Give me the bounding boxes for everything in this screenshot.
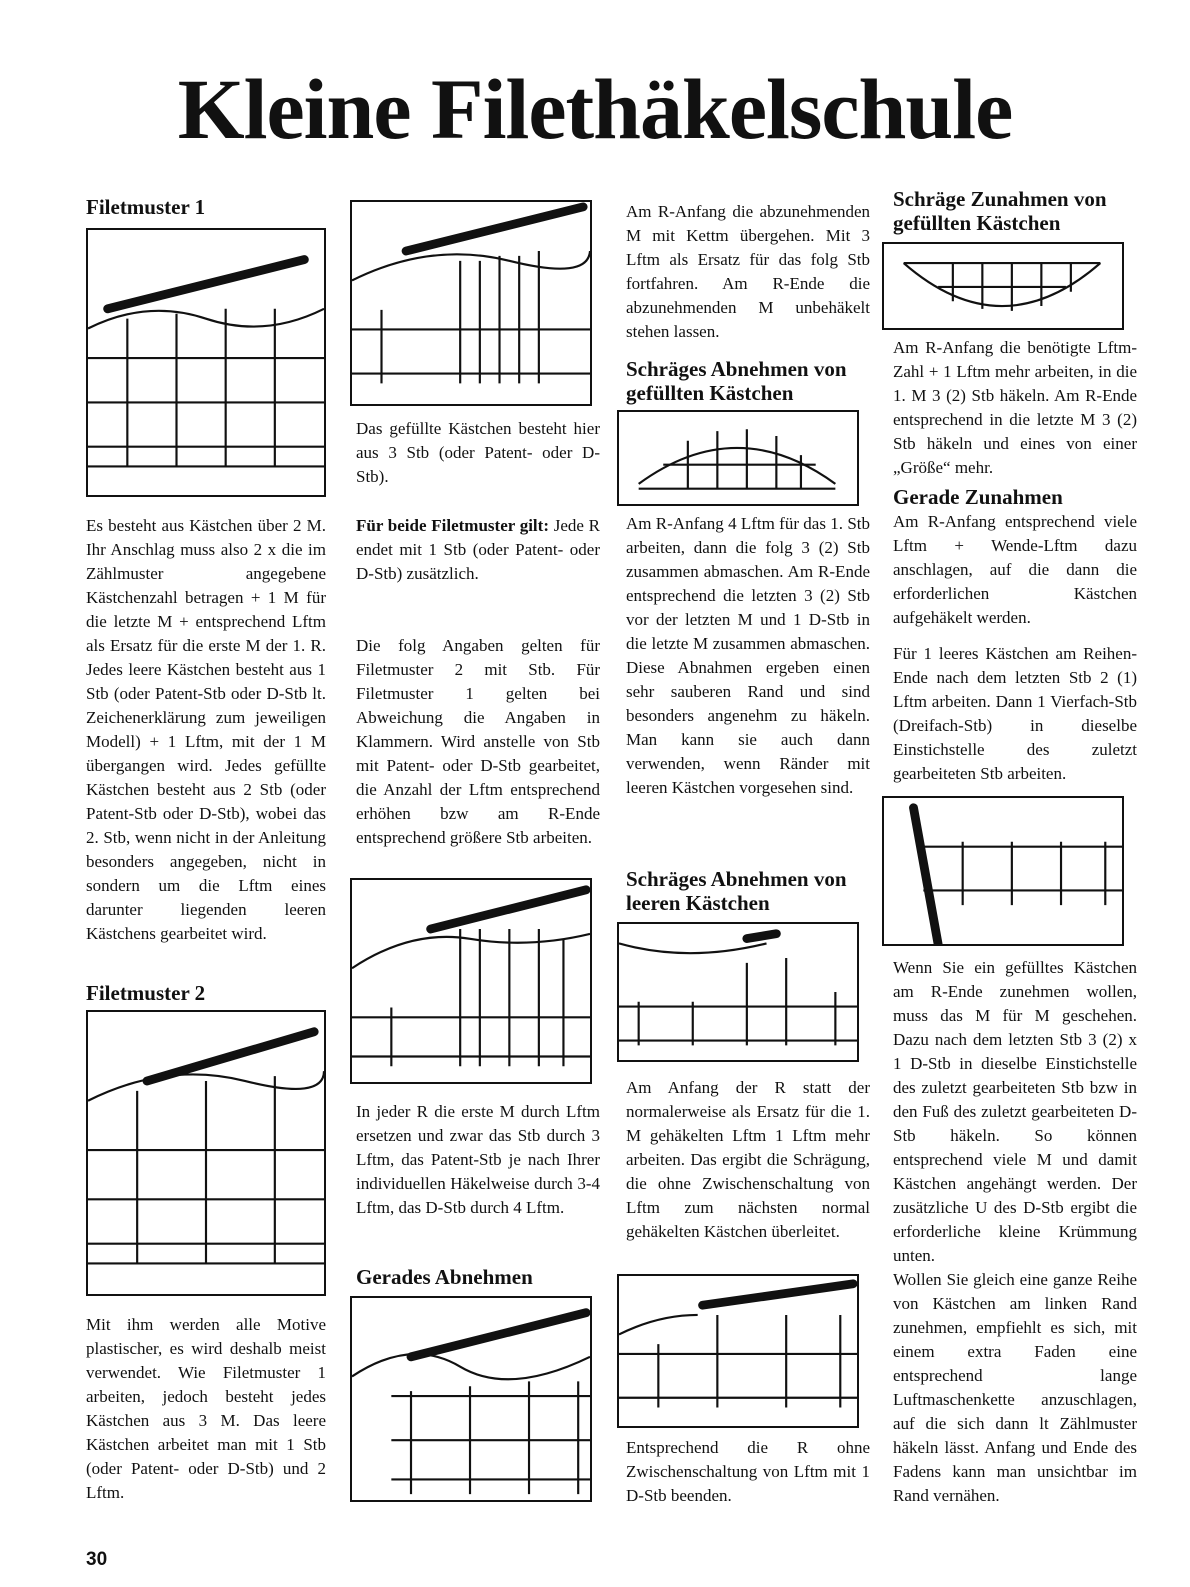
- illustration-filetmuster-1: [86, 228, 326, 497]
- heading-schraege-zunahmen: Schräge Zunahmen von gefüllten Kästchen: [893, 187, 1107, 235]
- text-filetmuster-1: Es besteht aus Kästchen über 2 M. Ihr Anschlag muss also 2 x die im Zählmuster angegebene Kästchenzahl betragen + 1 M für die letzte M + entsprechend Lftm als Ersatz für die erste M der 1. R. Jedes leere Kästchen besteht aus 1 Stb (oder Patent-Stb oder D-Stb lt. Zeichenerklärung zum jeweiligen Modell) + 1 Lftm, mit der 1 M übergangen wird. Jedes gefüllte Kästchen besteht aus 2 Stb (oder Patent-Stb oder D-Stb), wobei das 2. Stb, wenn nicht in der Anleitung besonders angegeben, nicht in sondern um die Lftm eines darunter liegenden leeren Kästchens gearbeitet wird.: [86, 516, 326, 943]
- illustration-gefuelltes-kaestchen: [350, 200, 592, 406]
- page-title: Kleine Filethäkelschule: [177, 61, 1013, 157]
- illustration-stb-ersatz: [350, 878, 592, 1084]
- label-fuer-beide: Für beide Filetmuster gilt:: [356, 516, 549, 535]
- illustration-schraeges-abnehmen-leer: [617, 922, 859, 1062]
- text-gerade-zunahmen: Am R-Anfang entsprechend viele Lftm + Wende-Lftm dazu anschlagen, auf die dann die erforderlichen Kästchen aufgehäkelt werden.: [893, 512, 1137, 627]
- illustration-schraege-zunahmen: [882, 242, 1124, 330]
- text-filetmuster-2: Mit ihm werden alle Motive plastischer, es wird deshalb meist verwendet. Wie Filetmuster 1 arbeiten, jedoch besteht jedes Kästchen aus 3 M. Das leere Kästchen arbeitet man mit 1 Stb (oder Patent- oder D-Stb) und 2 Lftm.: [86, 1315, 326, 1502]
- text-r-ende-dstb: Entsprechend die R ohne Zwischenschaltung von Lftm mit 1 D-Stb beenden.: [626, 1438, 870, 1505]
- heading-schraeges-abnehmen-leer: Schräges Abnehmen von leeren Kästchen: [626, 867, 847, 915]
- text-gefuelltes-zunehmen: Wenn Sie ein gefülltes Kästchen am R-Ende zunehmen wollen, muss das M für M geschehen. Dazu nach dem letzten Stb 3 (2) x 1 D-Stb in dieselbe Einstichstelle des zuletzt gearbeiteten Stb bzw in den Fuß des zuletzt gearbeiteten D-Stb häkeln. So können entsprechend viele M und damit Kästchen angehängt werden. Der zusätzliche U des D-Stb ergibt die erforderliche kleine Krümmung unten.: [893, 958, 1137, 1265]
- text-leeres-kaestchen-zunehmen: Für 1 leeres Kästchen am Reihen-Ende nach dem letzten Stb 2 (1) Lftm arbeiten. Dann 1 Vierfach-Stb (Dreifach-Stb) in dieselbe Einstichstelle des zuletzt gearbeiteten Stb arbeiten.: [893, 644, 1137, 783]
- illustration-filetmuster-2: [86, 1010, 326, 1296]
- illustration-zunahme-r-ende: [882, 796, 1124, 946]
- text-folg-angaben: Die folg Angaben gelten für Filetmuster 2 mit Stb. Für Filetmuster 1 gelten bei Abweichung die Angaben in Klammern. Wird anstelle von Stb mit Patent- oder D-Stb gearbeitet, die Anzahl der Lftm entsprechend erhöhen bzw am R-Ende entsprechend größere Stb arbeiten.: [356, 636, 600, 847]
- illustration-gerades-abnehmen: [350, 1296, 592, 1502]
- text-kettm-uebergehen: Am R-Anfang die abzunehmenden M mit Kettm übergehen. Mit 3 Lftm als Ersatz für das folg Stb fortfahren. Am R-Ende die abzunehmenden M unbehäkelt stehen lassen.: [626, 202, 870, 341]
- illustration-schraeges-abnehmen-gefuellt: [617, 410, 859, 506]
- heading-filetmuster-2: Filetmuster 2: [86, 981, 206, 1005]
- heading-filetmuster-1: Filetmuster 1: [86, 195, 206, 219]
- illustration-r-ende-dstb: [617, 1274, 859, 1428]
- heading-gerades-abnehmen: Gerades Abnehmen: [356, 1265, 533, 1289]
- text-fuer-beide-rest: Jede R endet mit 1 Stb (oder Patent- oder D-Stb) zusätzlich.: [356, 516, 600, 583]
- text-ganze-reihe-zunehmen: Wollen Sie gleich eine ganze Reihe von Kästchen am linken Rand zunehmen, empfiehlt es sich, mit einem extra Faden eine entsprechend lange Luftmaschenkette anzuschlagen, auf die sich dann lt Zählmuster häkeln lässt. Anfang und Ende des Fadens kann man unsichtbar im Rand vernähen.: [893, 1270, 1137, 1505]
- page-number: 30: [86, 1549, 108, 1570]
- text-schraeges-abnehmen-gefuellt: Am R-Anfang 4 Lftm für das 1. Stb arbeiten, dann die folg 3 (2) Stb zusammen abmaschen. Am R-Ende entsprechend die letzten 3 (2) Stb vor der letzten M und 1 D-Stb in die letzte M zusammen abmaschen. Diese Abnahmen ergeben einen sehr sauberen Rand und sind besonders angenehm zu häkeln. Man kann sie auch dann verwenden, wenn Ränder mit leeren Kästchen vorgesehen sind.: [626, 514, 870, 797]
- text-schraeges-abnehmen-leer: Am Anfang der R statt der normalerweise als Ersatz für die 1. M gehäkelten Lftm 1 Lftm mehr arbeiten. Das ergibt die Schrägung, die ohne Zwischenschaltung von Lftm zum nächsten normal gehäkelten Kästchen überleitet.: [626, 1078, 870, 1241]
- text-schraege-zunahmen: Am R-Anfang die benötigte Lftm-Zahl + 1 Lftm mehr arbeiten, in die 1. M 3 (2) Stb häkeln. Am R-Ende entsprechend in die letzte M 3 (2) Stb häkeln und eines von einer „Größe“ mehr.: [893, 338, 1137, 477]
- text-erste-m-ersetzen: In jeder R die erste M durch Lftm ersetzen und zwar das Stb durch 3 Lftm, das Patent-Stb je nach Ihrer individuellen Häkelweise durch 3-4 Lftm, das D-Stb durch 4 Lftm.: [356, 1102, 600, 1217]
- text-gefuelltes-kaestchen: Das gefüllte Kästchen besteht hier aus 3 Stb (oder Patent- oder D-Stb).: [356, 419, 600, 486]
- heading-gerade-zunahmen: Gerade Zunahmen: [893, 485, 1063, 509]
- heading-schraeges-abnehmen-gefuellt: Schräges Abnehmen von gefüllten Kästchen: [626, 357, 847, 405]
- text-fuer-beide: [356, 514, 600, 586]
